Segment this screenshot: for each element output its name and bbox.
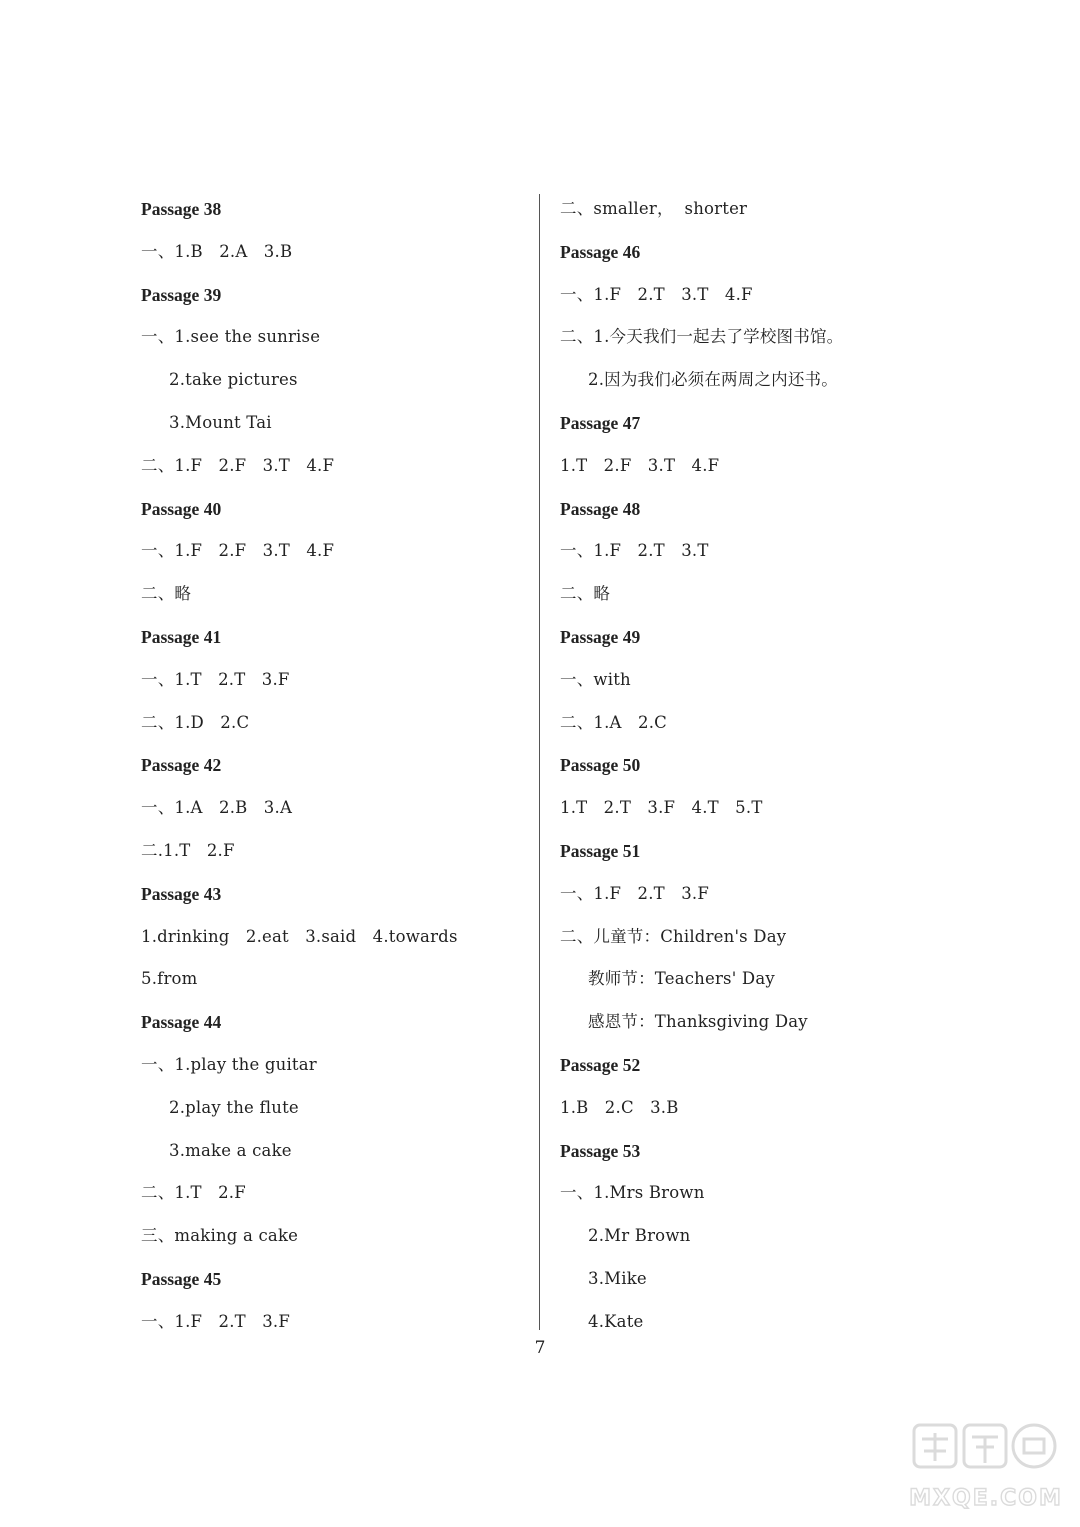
right-answer-line: 二、略 bbox=[560, 584, 611, 604]
right-answer-line: 二、儿童节：Children's Day bbox=[560, 926, 787, 946]
left-answer-line: 2.play the flute bbox=[169, 1097, 299, 1117]
right-answer-line: 二、1.A 2.C bbox=[560, 712, 667, 732]
left-answer-line: 一、1.F 2.T 3.F bbox=[141, 1311, 290, 1331]
right-answer-line: 二、smaller， shorter bbox=[560, 199, 748, 218]
right-answer-line: 2.Mr Brown bbox=[588, 1226, 691, 1246]
watermark-graphic bbox=[906, 1419, 1066, 1519]
left-passage-heading: Passage 41 bbox=[141, 626, 222, 647]
right-answer-line: 3.Mike bbox=[588, 1268, 647, 1288]
left-passage-heading: Passage 40 bbox=[141, 498, 222, 519]
right-answer-line: 二、1.今天我们一起去了学校图书馆。 bbox=[560, 327, 844, 347]
column-divider bbox=[539, 194, 540, 1330]
left-answer-line: 一、1.A 2.B 3.A bbox=[141, 798, 293, 818]
left-passage-heading: Passage 42 bbox=[141, 755, 222, 776]
right-answer-line: 1.B 2.C 3.B bbox=[560, 1097, 679, 1117]
left-passage-heading: Passage 39 bbox=[141, 284, 222, 305]
left-answer-line: 3.Mount Tai bbox=[169, 412, 272, 432]
watermark-logo bbox=[906, 1419, 1066, 1519]
right-passage-heading: Passage 53 bbox=[560, 1140, 641, 1161]
right-answer-line: 一、1.F 2.T 3.T bbox=[560, 541, 709, 561]
left-answer-line: 一、1.see the sunrise bbox=[141, 327, 321, 347]
right-answer-line: 教师节：Teachers' Day bbox=[588, 969, 775, 989]
left-answer-line: 二.1.T 2.F bbox=[141, 840, 235, 860]
left-answer-line: 三、making a cake bbox=[141, 1226, 299, 1246]
left-answer-line: 二、1.T 2.F bbox=[141, 1183, 246, 1203]
left-answer-line: 二、1.D 2.C bbox=[141, 712, 250, 732]
right-answer-line: 1.T 2.T 3.F 4.T 5.T bbox=[560, 798, 763, 818]
left-answer-line: 一、1.F 2.F 3.T 4.F bbox=[141, 541, 335, 561]
left-answer-column bbox=[141, 188, 521, 1344]
right-answer-line: 一、1.F 2.T 3.F bbox=[560, 883, 709, 903]
right-answer-line: 4.Kate bbox=[588, 1311, 644, 1331]
right-answer-line: 一、1.F 2.T 3.T 4.F bbox=[560, 284, 753, 304]
right-answer-line: 2.因为我们必须在两周之内还书。 bbox=[588, 370, 838, 390]
left-answer-line: 二、略 bbox=[141, 584, 192, 604]
left-answer-line: 一、1.B 2.A 3.B bbox=[141, 241, 293, 261]
left-passage-heading: Passage 43 bbox=[141, 883, 222, 904]
right-passage-heading: Passage 46 bbox=[560, 241, 641, 262]
right-passage-heading: Passage 47 bbox=[560, 412, 641, 433]
right-passage-heading: Passage 50 bbox=[560, 755, 641, 776]
left-answer-line: 一、1.play the guitar bbox=[141, 1054, 317, 1074]
right-answer-line: 感恩节：Thanksgiving Day bbox=[588, 1012, 808, 1032]
right-answer-line: 1.T 2.F 3.T 4.F bbox=[560, 455, 720, 475]
left-passage-heading: Passage 44 bbox=[141, 1012, 222, 1033]
left-answer-line: 2.take pictures bbox=[169, 370, 298, 390]
right-passage-heading: Passage 48 bbox=[560, 498, 641, 519]
left-answer-line: 3.make a cake bbox=[169, 1140, 292, 1160]
right-answer-column bbox=[560, 188, 980, 1344]
left-passage-heading: Passage 38 bbox=[141, 199, 222, 219]
right-answer-line: 一、with bbox=[560, 669, 631, 689]
right-passage-heading: Passage 51 bbox=[560, 840, 641, 861]
page-number: 7 bbox=[534, 1338, 546, 1358]
left-answer-line: 二、1.F 2.F 3.T 4.F bbox=[141, 455, 335, 475]
right-answer-line: 一、1.Mrs Brown bbox=[560, 1183, 705, 1203]
left-passage-heading: Passage 45 bbox=[141, 1268, 222, 1289]
left-answer-line: 一、1.T 2.T 3.F bbox=[141, 669, 290, 689]
left-answer-line: 1.drinking 2.eat 3.said 4.towards bbox=[141, 926, 458, 946]
svg-text:MXQE.COM: MXQE.COM bbox=[909, 1486, 1063, 1511]
left-answer-line: 5.from bbox=[141, 969, 198, 989]
right-passage-heading: Passage 52 bbox=[560, 1054, 641, 1075]
right-passage-heading: Passage 49 bbox=[560, 626, 641, 647]
